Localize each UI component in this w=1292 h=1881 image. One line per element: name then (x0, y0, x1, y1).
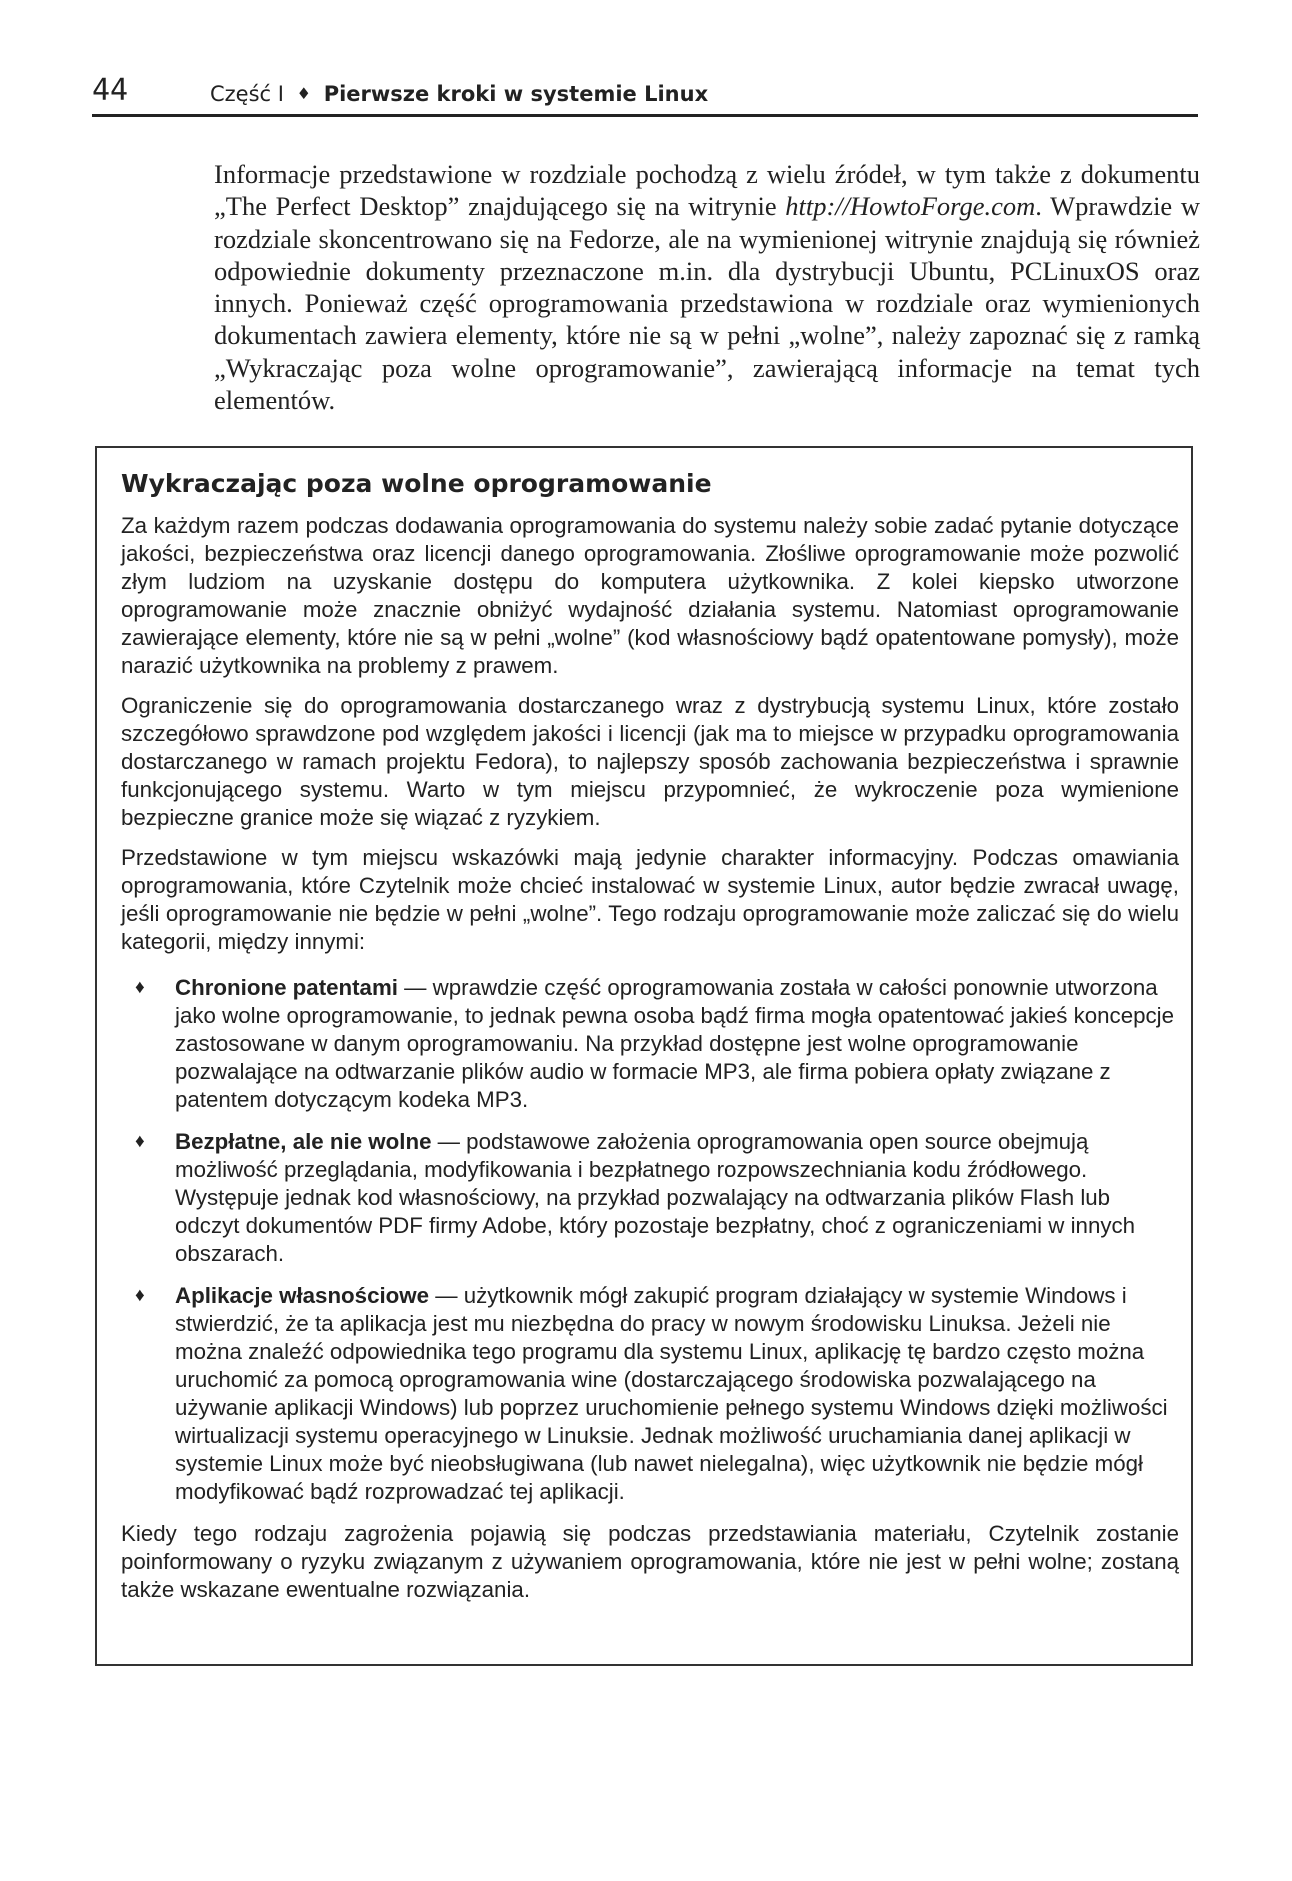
list-item-text: — użytkownik mógł zakupić program działający w systemie Windows i stwierdzić, że ta aplikacja jest mu niezbędna do pracy w nowym środowisku Linuksa. Jeżeli nie można znaleźć odpowiednika tego programu dla systemu Linux, aplikację tę bardzo często można uruchomić za pomocą oprogramowania wine (dostarczającego środowiska pozwalającego na używanie aplikacji Windows) lub poprzez uruchomienie pełnego systemu Windows dzięki możliwości wirtualizacji systemu operacyjnego w Linuksie. Jednak możliwość uruchamiania danej aplikacji w systemie Linux może być nieobsługiwana (lub nawet nielegalna), więc użytkownik nie będzie mógł modyfikować bądź rozprowadzać tej aplikacji. (175, 1283, 1168, 1504)
sidebar-content (121, 468, 1179, 1616)
sidebar-title: Wykraczając poza wolne oprogramowanie (121, 469, 712, 498)
list-item-term: Bezpłatne, ale nie wolne (175, 1129, 432, 1154)
category-list (121, 974, 1179, 1506)
sidebar-paragraph-1: Za każdym razem podczas dodawania oprogramowania do systemu należy sobie zadać pytanie dotyczące jakości, bezpieczeństwa oraz licencji danego oprogramowania. Złośliwe oprogramowanie może pozwolić złym ludziom na uzyskanie dostępu do komputera użytkownika. Z kolei kiepsko utworzone oprogramowanie może znacznie obniżyć wydajność działania systemu. Natomiast oprogramowanie zawierające elementy, które nie są w pełni „wolne” (kod własnościowy bądź opatentowane pomysły), może narazić użytkownika na problemy z prawem. (121, 513, 1179, 678)
sidebar-box (95, 446, 1193, 1666)
intro-paragraph (214, 158, 1200, 416)
diamond-bullet-icon: ♦ (135, 1285, 145, 1306)
sidebar-paragraph-2: Ograniczenie się do oprogramowania dostarczanego wraz z dystrybucją systemu Linux, które zostało szczegółowo sprawdzone pod względem jakości i licencji (jak ma to miejsce w przypadku oprogramowania dostarczanego w ramach projektu Fedora), to najlepszy sposób zachowania bezpieczeństwa i sprawnie funkcjonującego systemu. Warto w tym miejscu przypomnieć, że wykroczenie poza wymienione bezpieczne granice może się wiązać z ryzykiem. (121, 693, 1179, 830)
running-header (92, 74, 1198, 117)
diamond-separator-icon: ♦ (296, 84, 311, 103)
intro-url: http://HowtoForge.com (785, 191, 1036, 222)
diamond-bullet-icon: ♦ (135, 977, 145, 998)
diamond-bullet-icon: ♦ (135, 1131, 145, 1152)
sidebar-paragraph-3: Przedstawione w tym miejscu wskazówki mają jedynie charakter informacyjny. Podczas omawiania oprogramowania, które Czytelnik może chcieć instalować w systemie Linux, autor będzie zwracał uwagę, jeśli oprogramowanie nie będzie w pełni „wolne”. Tego rodzaju oprogramowanie może zaliczać się do wielu kategorii, między innymi: (121, 845, 1179, 954)
list-item-term: Chronione patentami (175, 975, 398, 1000)
list-item (121, 1282, 1179, 1506)
intro-text-after-url: . Wprawdzie w rozdziale skoncentrowano się na Fedorze, ale na wymienionej witrynie znajdują się również odpowiednie dokumenty przeznaczone m.in. dla dystrybucji Ubuntu, PCLinuxOS oraz innych. Ponieważ część oprogramowania przedstawiona w rozdziale oraz wymienionych dokumentach zawiera elementy, które nie są w pełni „wolne”, należy zapoznać się z ramką „Wykraczając poza wolne oprogramowanie”, zawierającą informacje na temat tych elementów. (214, 191, 1200, 416)
list-item-term: Aplikacje własnościowe (175, 1283, 430, 1308)
intro-text-before-url: Informacje przedstawione w rozdziale pochodzą z wielu źródeł, w tym także z dokumentu „The Perfect Desktop” znajdującego się na witrynie (214, 159, 1200, 222)
chapter-title: Pierwsze kroki w systemie Linux (323, 82, 709, 106)
running-head (210, 80, 708, 110)
list-item (121, 1128, 1179, 1268)
part-label: Część I (210, 82, 284, 106)
sidebar-paragraph-4: Kiedy tego rodzaju zagrożenia pojawią się podczas przedstawiania materiału, Czytelnik zostanie poinformowany o ryzyku związanym z używaniem oprogramowania, które nie jest w pełni wolne; zostaną także wskazane ewentualne rozwiązania. (121, 1521, 1179, 1602)
page-number: 44 (92, 73, 129, 108)
list-item-text: — wprawdzie część oprogramowania została w całości ponownie utworzona jako wolne oprogramowanie, to jednak pewna osoba bądź firma mogła opatentować jakieś koncepcje zastosowane w danym oprogramowaniu. Na przykład dostępne jest wolne oprogramowanie pozwalające na odtwarzanie plików audio w formacie MP3, ale firma pobiera opłaty związane z patentem dotyczącym kodeka MP3. (175, 975, 1175, 1112)
list-item (121, 974, 1179, 1114)
list-item-text: — podstawowe założenia oprogramowania open source obejmują możliwość przeglądania, modyfikowania i bezpłatnego rozpowszechniania kodu źródłowego. Występuje jednak kod własnościowy, na przykład pozwalający na odtwarzania plików Flash lub odczyt dokumentów PDF firmy Adobe, który pozostaje bezpłatny, choć z ograniczeniami w innych obszarach. (175, 1129, 1136, 1266)
